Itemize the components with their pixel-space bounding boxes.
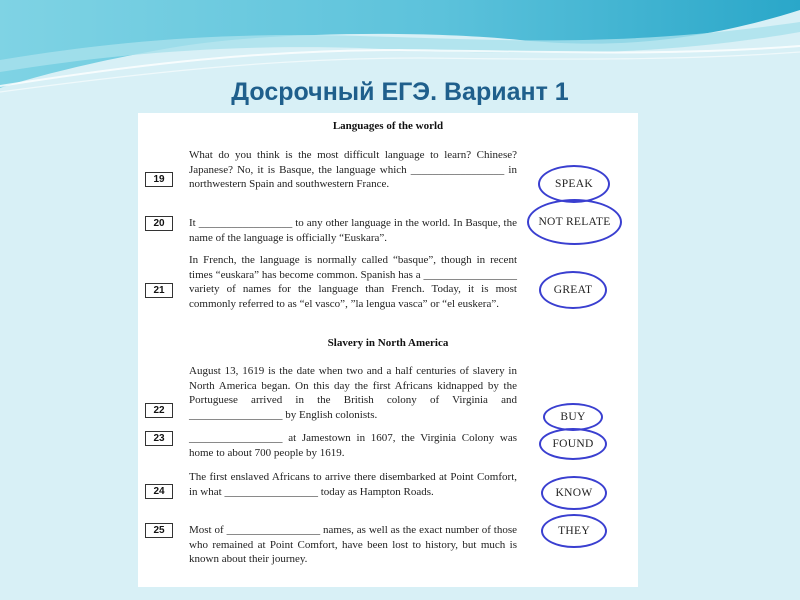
section-title-languages: Languages of the world <box>332 120 444 132</box>
keyword-circle-found: FOUND <box>539 428 607 460</box>
task-number-23: 23 <box>145 431 173 446</box>
task-text-21: In French, the language is normally called “basque”, though in recent times “euskara” has become common. Spanish has a _________________ variety of names for the language than French. Today, it is most commonly referred to as “el vasco”, ”la lengua vasca” or “el euskera”. <box>189 254 517 310</box>
section-title-slavery: Slavery in North America <box>327 337 449 349</box>
task-text-22: August 13, 1619 is the date when two and a half centuries of slavery in North America began. On this day the first Africans kidnapped by the Portuguese arrived in the British colony of Virginia and _________________ by English colonists. <box>189 365 517 421</box>
keyword-circle-great: GREAT <box>539 271 607 309</box>
task-number-19: 19 <box>145 172 173 187</box>
task-text-23: _________________ at Jamestown in 1607, the Virginia Colony was home to about 700 people by 1619. <box>189 432 517 459</box>
keyword-circle-not-relate: NOT RELATE <box>527 199 622 245</box>
task-number-25: 25 <box>145 523 173 538</box>
keyword-circle-know: KNOW <box>541 476 607 510</box>
task-number-22: 22 <box>145 403 173 418</box>
slide-title: Досрочный ЕГЭ. Вариант 1 <box>231 78 569 106</box>
task-number-20: 20 <box>145 216 173 231</box>
keyword-circle-buy: BUY <box>543 403 603 431</box>
task-number-21: 21 <box>145 283 173 298</box>
task-text-24: The first enslaved Africans to arrive there disembarked at Point Comfort, in what _________________ today as Hampton Roads. <box>189 471 517 498</box>
keyword-circle-they: THEY <box>541 514 607 548</box>
task-text-20: It _________________ to any other language in the world. In Basque, the name of the language is officially “Euskara”. <box>189 217 517 244</box>
task-text-19: What do you think is the most difficult language to learn? Chinese? Japanese? No, it is Basque, the language which _________________ in northwestern Spain and southwestern France. <box>189 149 517 191</box>
task-number-24: 24 <box>145 484 173 499</box>
keyword-circle-speak: SPEAK <box>538 165 610 203</box>
task-text-25: Most of _________________ names, as well as the exact number of those who remained at Point Comfort, have been lost to history, but much is known about their journey. <box>189 524 517 566</box>
